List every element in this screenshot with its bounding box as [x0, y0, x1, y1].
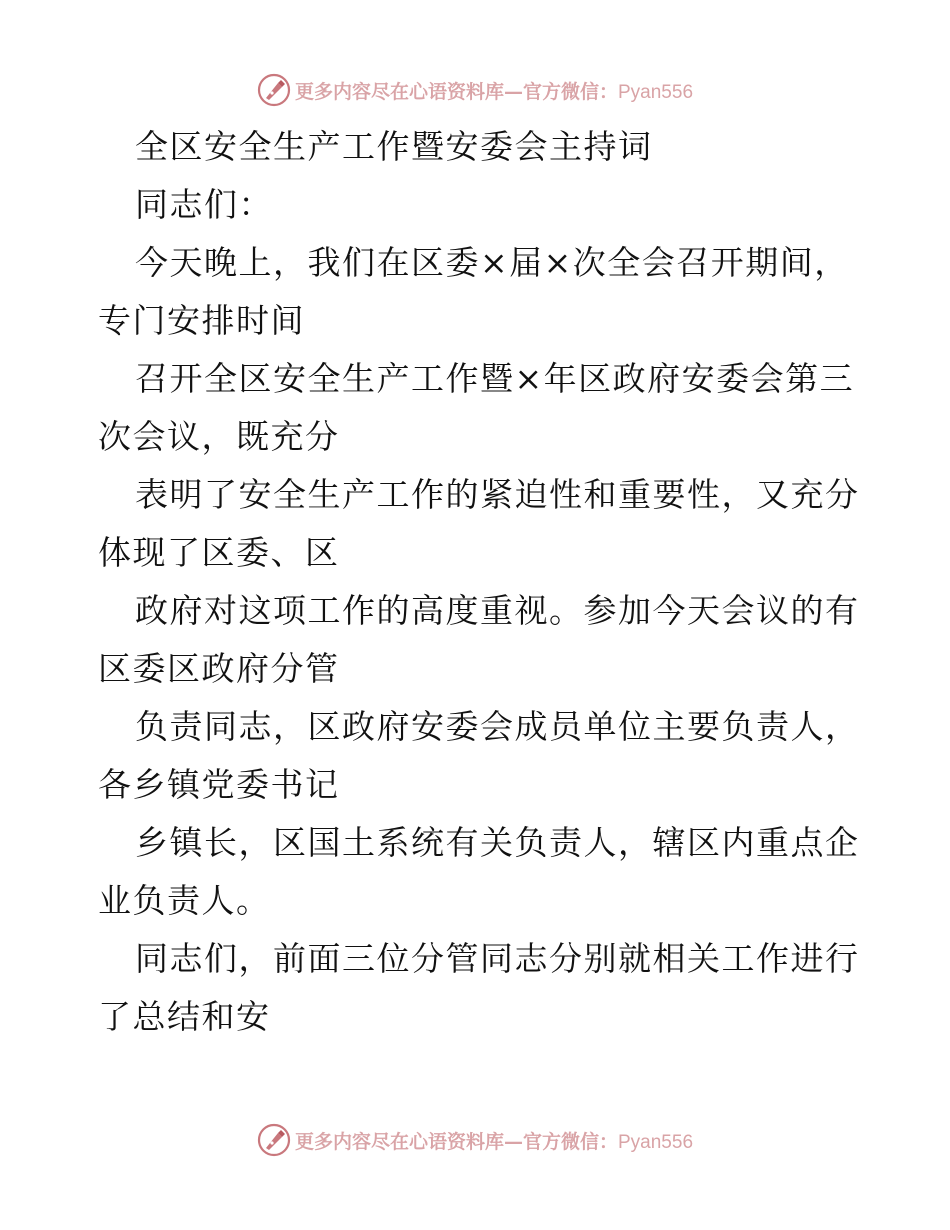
document-body: [98, 118, 860, 1046]
pen-nib-logo-icon: [257, 1123, 291, 1157]
header-wechat-handle: Pyan556: [618, 81, 694, 103]
footer-banner: [0, 1120, 950, 1160]
paragraph-line: 各乡镇党委书记: [98, 765, 340, 804]
footer-wechat-handle: Pyan556: [618, 1131, 694, 1153]
paragraph-line: 今天晚上，我们在区委×届×次全会召开期间，: [135, 243, 849, 282]
salutation: 同志们：: [135, 185, 273, 224]
pen-nib-logo-icon: [257, 73, 291, 107]
paragraph-line: 同志们，前面三位分管同志分别就相关工作进行: [135, 939, 860, 978]
paragraph-line: 体现了区委、区: [98, 533, 340, 572]
paragraph-line: 了总结和安: [98, 997, 271, 1036]
paragraph-line: 业负责人。: [98, 881, 271, 920]
paragraph-line: 政府对这项工作的高度重视。参加今天会议的有: [135, 591, 860, 630]
paragraph-line: 表明了安全生产工作的紧迫性和重要性，又充分: [135, 475, 860, 514]
footer-banner-text: [295, 1127, 693, 1154]
paragraph-line: 区委区政府分管: [98, 649, 340, 688]
paragraph-line: 负责同志，区政府安委会成员单位主要负责人，: [135, 707, 860, 746]
paragraph-line: 次会议，既充分: [98, 417, 340, 456]
header-banner-label: 更多内容尽在心语资料库—官方微信：: [294, 80, 618, 103]
header-banner: [0, 70, 950, 110]
footer-banner-label: 更多内容尽在心语资料库—官方微信：: [294, 1130, 618, 1153]
header-banner-text: [295, 77, 693, 104]
paragraph-line: 召开全区安全生产工作暨×年区政府安委会第三: [135, 359, 855, 398]
document-title: 全区安全生产工作暨安委会主持词: [135, 127, 653, 166]
paragraph-line: 乡镇长，区国土系统有关负责人，辖区内重点企: [135, 823, 860, 862]
paragraph-line: 专门安排时间: [98, 301, 305, 340]
